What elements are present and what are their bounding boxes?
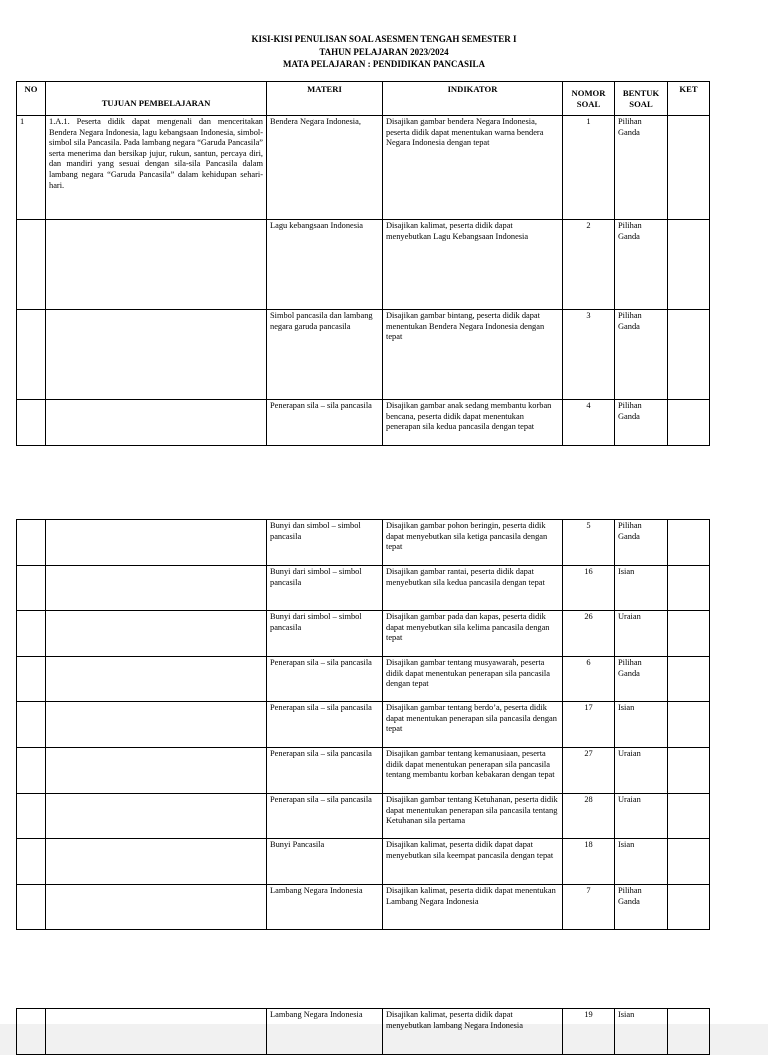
table-row [17, 885, 710, 930]
cell-indikator: Disajikan gambar bendera Negara Indonesia, peserta didik dapat menentukan warna bendera Negara Indonesia dengan tepat [383, 116, 563, 220]
cell-materi: Penerapan sila – sila pancasila [267, 794, 383, 839]
cell-tujuan [46, 748, 267, 794]
cell-materi: Bunyi dari simbol – simbol pancasila [267, 566, 383, 611]
cell-nomor: 18 [563, 839, 615, 885]
cell-nomor: 3 [563, 310, 615, 400]
cell-materi: Simbol pancasila dan lambang negara garuda pancasila [267, 310, 383, 400]
col-nomor-soal: NOMOR SOAL [563, 82, 615, 116]
cell-materi: Penerapan sila – sila pancasila [267, 702, 383, 748]
cell-no [17, 611, 46, 657]
cell-no [17, 885, 46, 930]
cell-bentuk: Uraian [615, 794, 668, 839]
cell-bentuk: Pilihan Ganda [615, 116, 668, 220]
cell-indikator: Disajikan kalimat, peserta didik dapat menentukan Lambang Negara Indonesia [383, 885, 563, 930]
cell-tujuan: 1.A.1. Peserta didik dapat mengenali dan menceritakan Bendera Negara Indonesia, lagu kebangsaan Indonesia, simbol-simbol sila Pancasila. Pada lambang negara “Garuda Pancasila” serta menerima dan bersikap jujur, rukun, santun, percaya diri, dan mandiri yang sesuai dengan sila-sila Pancasila dalam lambang negara “Garuda Pancasila” dalam kehidupan sehari-hari. [46, 116, 267, 220]
cell-ket [668, 748, 710, 794]
cell-no [17, 657, 46, 702]
cell-indikator: Disajikan kalimat, peserta didik dapat dapat menyebutkan sila keempat pancasila dengan tepat [383, 839, 563, 885]
cell-no [17, 794, 46, 839]
cell-bentuk: Pilihan Ganda [615, 520, 668, 566]
table-row [17, 400, 710, 446]
table-row [17, 116, 710, 220]
cell-ket [668, 885, 710, 930]
cell-tujuan [46, 566, 267, 611]
cell-indikator: Disajikan gambar anak sedang membantu korban bencana, peserta didik dapat menentukan penerapan sila kedua pancasila dengan tepat [383, 400, 563, 446]
cell-no [17, 839, 46, 885]
cell-no [17, 702, 46, 748]
table-row [17, 520, 710, 566]
cell-indikator: Disajikan kalimat, peserta didik dapat menyebutkan lambang Negara Indonesia [383, 1009, 563, 1055]
cell-indikator: Disajikan gambar pada dan kapas, peserta didik dapat menyebutkan sila kelima pancasila dengan tepat [383, 611, 563, 657]
cell-nomor: 6 [563, 657, 615, 702]
cell-bentuk: Pilihan Ganda [615, 657, 668, 702]
cell-materi: Penerapan sila – sila pancasila [267, 657, 383, 702]
cell-indikator: Disajikan gambar tentang kemanusiaan, peserta didik dapat menentukan penerapan sila pancasila tentang membantu korban kebakaran dengan tepat [383, 748, 563, 794]
table-row [17, 794, 710, 839]
cell-materi: Bunyi dari simbol – simbol pancasila [267, 611, 383, 657]
col-indikator: INDIKATOR [383, 82, 563, 116]
cell-tujuan [46, 310, 267, 400]
cell-tujuan [46, 520, 267, 566]
table-row [17, 702, 710, 748]
cell-tujuan [46, 1009, 267, 1055]
cell-bentuk: Isian [615, 566, 668, 611]
cell-nomor: 16 [563, 566, 615, 611]
table-row [17, 839, 710, 885]
cell-bentuk: Pilihan Ganda [615, 400, 668, 446]
cell-indikator: Disajikan gambar tentang Ketuhanan, peserta didik dapat menentukan penerapan sila pancasila tentang Ketuhanan sila pertama [383, 794, 563, 839]
cell-bentuk: Pilihan Ganda [615, 310, 668, 400]
cell-ket [668, 566, 710, 611]
cell-bentuk: Isian [615, 839, 668, 885]
cell-tujuan [46, 839, 267, 885]
kisi-table-3 [16, 1008, 710, 1055]
cell-bentuk: Uraian [615, 748, 668, 794]
cell-ket [668, 116, 710, 220]
cell-materi: Lambang Negara Indonesia [267, 885, 383, 930]
cell-indikator: Disajikan gambar tentang musyawarah, peserta didik dapat menentukan penerapan sila pancasila dengan tepat [383, 657, 563, 702]
cell-materi: Bunyi Pancasila [267, 839, 383, 885]
col-materi: MATERI [267, 82, 383, 116]
cell-nomor: 2 [563, 220, 615, 310]
table-header-row [17, 82, 710, 116]
cell-nomor: 1 [563, 116, 615, 220]
cell-ket [668, 794, 710, 839]
doc-title: KISI-KISI PENULISAN SOAL ASESMEN TENGAH SEMESTER I [251, 34, 517, 44]
cell-tujuan [46, 885, 267, 930]
cell-nomor: 4 [563, 400, 615, 446]
cell-nomor: 5 [563, 520, 615, 566]
cell-nomor: 17 [563, 702, 615, 748]
col-ket: KET [668, 82, 710, 116]
cell-indikator: Disajikan gambar pohon beringin, peserta didik dapat menyebutkan sila ketiga pancasila dengan tepat [383, 520, 563, 566]
table-row [17, 657, 710, 702]
cell-bentuk: Isian [615, 1009, 668, 1055]
cell-no [17, 520, 46, 566]
cell-materi: Penerapan sila – sila pancasila [267, 400, 383, 446]
cell-ket [668, 1009, 710, 1055]
cell-nomor: 26 [563, 611, 615, 657]
cell-bentuk: Uraian [615, 611, 668, 657]
col-no: NO [17, 82, 46, 116]
cell-no [17, 220, 46, 310]
cell-tujuan [46, 657, 267, 702]
cell-nomor: 27 [563, 748, 615, 794]
kisi-table-2 [16, 519, 710, 930]
table-row [17, 1009, 710, 1055]
table-row [17, 220, 710, 310]
cell-ket [668, 400, 710, 446]
cell-nomor: 7 [563, 885, 615, 930]
cell-ket [668, 839, 710, 885]
cell-bentuk: Pilihan Ganda [615, 885, 668, 930]
cell-tujuan [46, 611, 267, 657]
cell-no [17, 310, 46, 400]
cell-tujuan [46, 702, 267, 748]
table-row [17, 310, 710, 400]
cell-materi: Bunyi dan simbol – simbol pancasila [267, 520, 383, 566]
cell-materi: Lagu kebangsaan Indonesia [267, 220, 383, 310]
cell-no: 1 [17, 116, 46, 220]
table-row [17, 748, 710, 794]
cell-materi: Lambang Negara Indonesia [267, 1009, 383, 1055]
cell-indikator: Disajikan gambar tentang berdo’a, peserta didik dapat menentukan penerapan sila pancasila dengan tepat [383, 702, 563, 748]
cell-ket [668, 220, 710, 310]
cell-tujuan [46, 220, 267, 310]
cell-no [17, 748, 46, 794]
cell-nomor: 28 [563, 794, 615, 839]
col-bentuk-soal: BENTUK SOAL [615, 82, 668, 116]
cell-indikator: Disajikan kalimat, peserta didik dapat menyebutkan Lagu Kebangsaan Indonesia [383, 220, 563, 310]
cell-no [17, 1009, 46, 1055]
cell-materi: Bendera Negara Indonesia, [267, 116, 383, 220]
cell-ket [668, 611, 710, 657]
cell-ket [668, 310, 710, 400]
cell-tujuan [46, 794, 267, 839]
doc-subject: MATA PELAJARAN : PENDIDIKAN PANCASILA [282, 59, 485, 69]
cell-ket [668, 520, 710, 566]
table-row [17, 611, 710, 657]
cell-ket [668, 657, 710, 702]
cell-materi: Penerapan sila – sila pancasila [267, 748, 383, 794]
cell-no [17, 566, 46, 611]
cell-bentuk: Pilihan Ganda [615, 220, 668, 310]
cell-indikator: Disajikan gambar bintang, peserta didik dapat menentukan Bendera Negara Indonesia dengan tepat [383, 310, 563, 400]
cell-indikator: Disajikan gambar rantai, peserta didik dapat menyebutkan sila kedua pancasila dengan tepat [383, 566, 563, 611]
cell-tujuan [46, 400, 267, 446]
cell-nomor: 19 [563, 1009, 615, 1055]
col-tujuan: TUJUAN PEMBELAJARAN [46, 82, 267, 116]
cell-ket [668, 702, 710, 748]
table-row [17, 566, 710, 611]
cell-bentuk: Isian [615, 702, 668, 748]
cell-no [17, 400, 46, 446]
doc-year: TAHUN PELAJARAN 2023/2024 [319, 47, 449, 57]
kisi-table-1 [16, 81, 710, 446]
